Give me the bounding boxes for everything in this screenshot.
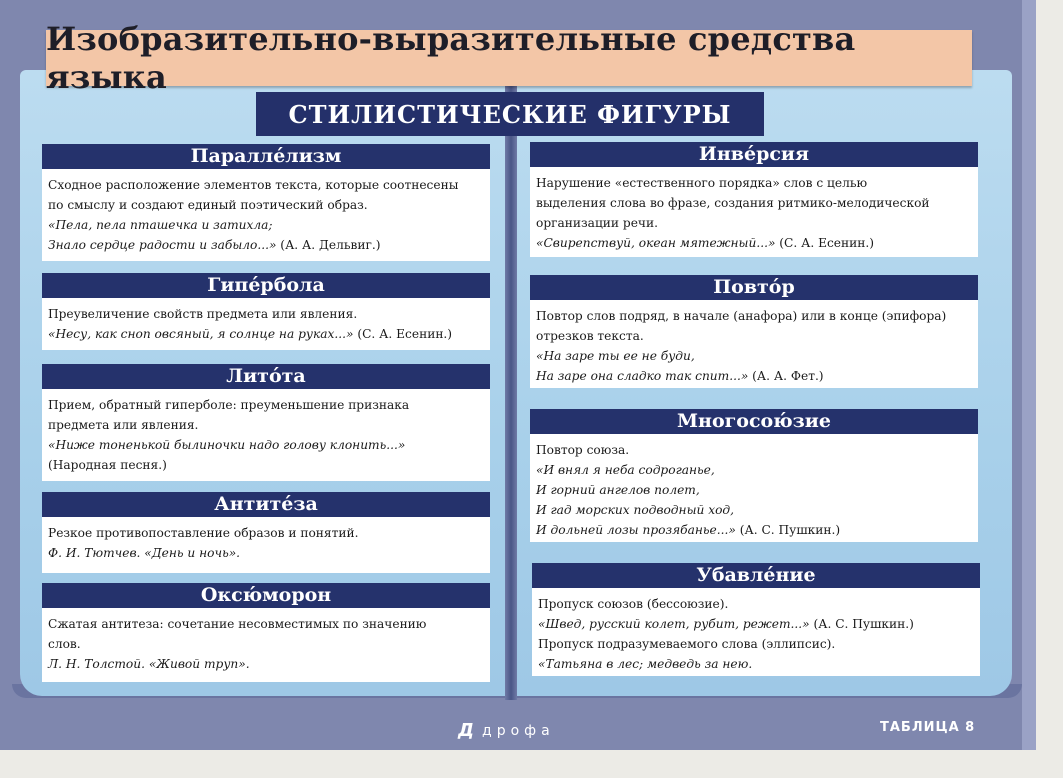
card-heading: Гипе́рбола (42, 273, 490, 298)
card-text-line (536, 306, 972, 326)
card-heading: Убавле́ние (532, 563, 980, 588)
title-banner (46, 20, 972, 96)
card-text-line (48, 435, 484, 455)
card-text-line (536, 346, 972, 366)
card-parallelism (42, 144, 490, 261)
card-text-line (536, 173, 972, 193)
card-text-line (536, 480, 972, 500)
card-hyperbole (42, 273, 490, 350)
card-text: «Швед, русский колет, рубит, режет...» (538, 617, 810, 631)
card-text-line (48, 654, 484, 674)
card-body (42, 608, 490, 682)
card-text-line (536, 500, 972, 520)
card-text: (Народная песня.) (48, 458, 167, 472)
card-heading: Лито́та (42, 364, 490, 389)
card-text-line (536, 326, 972, 346)
card-heading: Многосою́зие (530, 409, 978, 434)
card-polysyndeton (530, 409, 978, 542)
card-text-line (48, 304, 484, 324)
card-body (42, 169, 490, 261)
card-text-line (48, 455, 484, 475)
subtitle-banner (256, 92, 764, 136)
card-antithesis (42, 492, 490, 573)
quote-source: (С. А. Есенин.) (353, 327, 453, 341)
card-text-line (48, 395, 484, 415)
card-text-line (536, 366, 972, 386)
card-text: Нарушение «естественного порядка» слов с целью (536, 176, 868, 190)
card-litotes (42, 364, 490, 481)
card-text-line (538, 614, 974, 634)
quote-source: (А. А. Дельвиг.) (276, 238, 381, 252)
card-text-line (48, 543, 484, 563)
card-body (42, 298, 490, 350)
card-inversion (530, 142, 978, 257)
card-heading: Инве́рсия (530, 142, 978, 167)
card-text: слов. (48, 637, 81, 651)
card-text: «И внял я неба содроганье, (536, 463, 715, 477)
card-text: Сжатая антитеза: сочетание несовместимых по значению (48, 617, 427, 631)
publisher-logo-mark: Д (458, 720, 475, 741)
card-text: предмета или явления. (48, 418, 199, 432)
card-text: Пропуск подразумеваемого слова (эллипсис). (538, 637, 836, 651)
card-text: И горний ангелов полет, (536, 483, 700, 497)
card-text: организации речи. (536, 216, 658, 230)
page-subtitle: СТИЛИСТИЧЕСКИЕ ФИГУРЫ (288, 99, 732, 129)
card-text-line (538, 634, 974, 654)
card-heading: Оксю́морон (42, 583, 490, 608)
card-text-line (48, 415, 484, 435)
table-number-label: ТАБЛИЦА 8 (880, 720, 976, 735)
card-text: Прием, обратный гиперболе: преуменьшение признака (48, 398, 410, 412)
card-text: отрезков текста. (536, 329, 644, 343)
publisher-name: дрофа (482, 722, 555, 739)
card-text-line (538, 654, 974, 674)
quote-source: (А. А. Фет.) (748, 369, 824, 383)
card-repetition (530, 275, 978, 388)
card-text-line (536, 520, 972, 540)
quote-source: (А. С. Пушкин.) (809, 617, 914, 631)
card-heading: Антите́за (42, 492, 490, 517)
card-body (532, 588, 980, 676)
card-body (42, 389, 490, 481)
card-text-line (48, 235, 484, 255)
quote-source: (С. А. Есенин.) (775, 236, 875, 250)
card-text-line (48, 324, 484, 344)
card-heading: Паралле́лизм (42, 144, 490, 169)
card-text-line (48, 195, 484, 215)
card-oxymoron (42, 583, 490, 682)
book-spine (505, 70, 517, 700)
card-text: Ф. И. Тютчев. «День и ночь». (48, 546, 241, 560)
publisher-logo (458, 720, 555, 741)
card-text: «Несу, как сноп овсяный, я солнце на руках...» (48, 327, 354, 341)
card-text: И дольней лозы прозябанье...» (536, 523, 736, 537)
card-heading: Повто́р (530, 275, 978, 300)
card-text: «Пела, пела пташечка и затихла; (48, 218, 273, 232)
card-text: И гад морских подводный ход, (536, 503, 735, 517)
card-text: по смыслу и создают единый поэтический образ. (48, 198, 368, 212)
card-text: Резкое противопоставление образов и понятий. (48, 526, 359, 540)
card-body (530, 434, 978, 542)
card-body (42, 517, 490, 573)
card-text-line (536, 213, 972, 233)
card-text-line (536, 193, 972, 213)
quote-source: (А. С. Пушкин.) (735, 523, 841, 537)
card-reduction (532, 563, 980, 676)
card-body (530, 300, 978, 388)
card-text: «Ниже тоненькой былиночки надо голову клонить...» (48, 438, 406, 452)
card-text-line (48, 215, 484, 235)
card-text: Пропуск союзов (бессоюзие). (538, 597, 729, 611)
card-text: «Свирепствуй, океан мятежный...» (536, 236, 776, 250)
card-text: Л. Н. Толстой. «Живой труп». (48, 657, 250, 671)
card-text: выделения слова во фразе, создания ритмико-мелодической (536, 196, 930, 210)
card-text-line (538, 594, 974, 614)
card-text: Знало сердце радости и забыло...» (48, 238, 277, 252)
card-text-line (536, 440, 972, 460)
card-text-line (48, 175, 484, 195)
card-text: На заре она сладко так спит...» (536, 369, 749, 383)
card-text-line (48, 614, 484, 634)
card-body (530, 167, 978, 257)
card-text: «На заре ты ее не буди, (536, 349, 695, 363)
card-text: Повтор слов подряд, в начале (анафора) или в конце (эпифора) (536, 309, 947, 323)
card-text: Повтор союза. (536, 443, 630, 457)
card-text: Сходное расположение элементов текста, которые соотнесены (48, 178, 459, 192)
card-text-line (48, 634, 484, 654)
page-title: Изобразительно-выразительные средства языка (46, 20, 856, 96)
card-text-line (536, 460, 972, 480)
card-text-line (536, 233, 972, 253)
card-text: Преувеличение свойств предмета или явления. (48, 307, 358, 321)
card-text: «Татьяна в лес; медведь за нею. (538, 657, 753, 671)
card-text-line (48, 523, 484, 543)
